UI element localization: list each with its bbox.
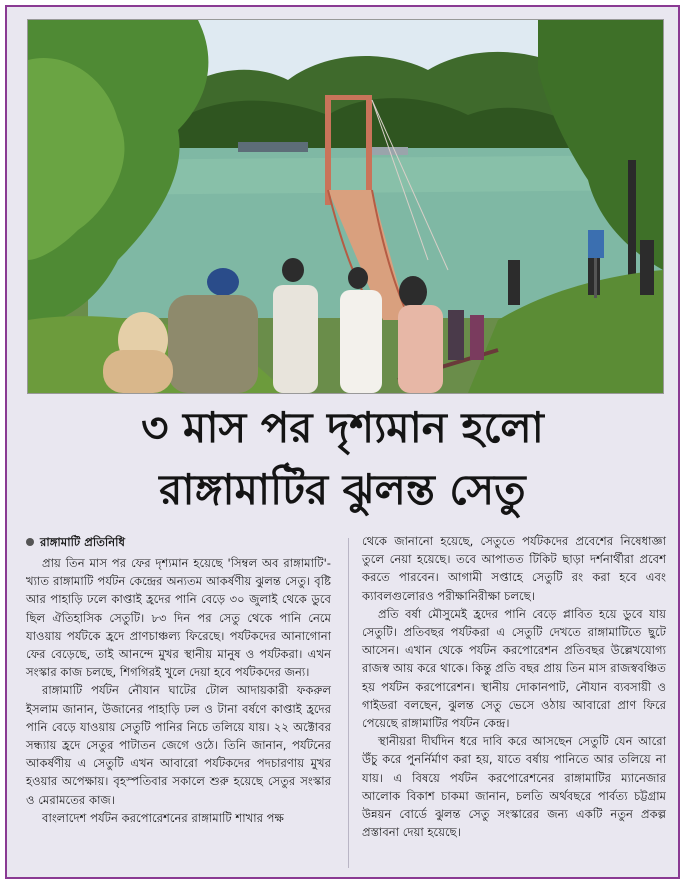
headline-line-2: রাঙ্গামাটির ঝুলন্ত সেতু — [159, 465, 526, 514]
article-column-left — [26, 532, 331, 827]
paragraph: প্রতি বর্ষা মৌসুমেই হ্রদের পানি বেড়ে প্লাবিত হয়ে ডুবে যায় সেতুটি। প্রতিবছর পর্যটকরা এ সেতুটি দেখতে রাঙ্গামাটিতে ছুটে আসেন। এখান থেকে পর্যটন করপোরেশন প্রতিবছর উল্লেখযোগ্য রাজস্ব আয় করে থাকে। কিন্তু প্রতি বছর প্রায় তিন মাস রাজস্ববঞ্চিত হয় পর্যটন করপোরেশন। স্থানীয় দোকানপাট, নৌযান ব্যবসায়ী ও গাইডরা বলছেন, ঝুলন্ত সেতু ভেসে ওঠায় আবারো প্রাণ ফিরে পেয়েছে রাঙ্গামাটির পর্যটন কেন্দ্র। — [362, 606, 666, 731]
paragraph: স্থানীয়রা দীর্ঘদিন ধরে দাবি করে আসছেন সেতুটি যেন আরো উঁচু করে পুনর্নির্মাণ করা হয়, যাতে বর্ষায় পানিতে আর তলিয়ে না যায়। এ বিষয়ে পর্যটন করপোরেশনের রাঙ্গামাটির ম্যানেজার আলোক বিকাশ চাকমা জানান, চলতি অর্থবছরে পার্বত্য চট্টগ্রাম উন্নয়ন বোর্ডে ঝুলন্ত সেতু সংস্কারের জন্য একটি নতুন প্রকল্প প্রস্তাবনা দেয়া হয়েছে। — [362, 734, 666, 840]
news-clipping — [5, 5, 680, 879]
headline-line-1: ৩ মাস পর দৃশ্যমান হলো — [141, 403, 544, 452]
article-body — [26, 532, 666, 877]
column-divider — [348, 538, 349, 868]
paragraph: বাংলাদেশ পর্যটন করপোরেশনের রাঙ্গামাটি শাখার পক্ষ — [42, 810, 284, 825]
news-photo-suspension-bridge — [27, 19, 664, 394]
paragraph: রাঙ্গামাটি পর্যটন নৌযান ঘাটের টোল আদায়কারী ফকরুল ইসলাম জানান, উজানের পাহাড়ি ঢল ও টানা বর্ষণে কাপ্তাই হ্রদের পানি বেড়ে যাওয়ায় সেতুটি পানির নিচে তলিয়ে যায়। ২২ অক্টোবর সন্ধ্যায় হ্রদে সেতুর পাটাতন জেগে ওঠে। তিনি জানান, পর্যটনের আকর্ষণীয় এ সেতুটি এখন আবারো পর্যটকদের পদচারণায় মুখর হওয়ার অপেক্ষায়। বৃহস্পতিবার সকালে শুরু হয়েছে সেতুর সংস্কার ও মেরামতের কাজ। — [26, 683, 331, 807]
bullet-icon — [26, 538, 34, 546]
paragraph: প্রায় তিন মাস পর ফের দৃশ্যমান হয়েছে 'সিম্বল অব রাঙ্গামাটি'-খ্যাত রাঙ্গামাটি পর্যটন কেন্দ্রের অন্যতম আকর্ষণীয় ঝুলন্ত সেতু। বৃষ্টি আর পাহাড়ি ঢলে কাপ্তাই হ্রদের পানি বেড়ে ৩০ জুলাই থেকে ডুবে ছিল ঐতিহাসিক সেতুটি। ৮৩ দিন পর সেতু থেকে পানি নেমে যাওয়ায় পর্যটকে হ্রদে প্রাণচাঞ্চল্য ফিরেছে। পর্যটকদের আনাগোনা ফের বেড়েছে, তাই আনন্দে মুখর স্থানীয় মানুষ ও পর্যটকরা। এখন সংস্কার কাজ চলছে, শিগগিরই খুলে দেয়া হবে পর্যটকদের জন্য। — [26, 556, 331, 680]
headline — [7, 397, 678, 521]
byline-text: রাঙ্গামাটি প্রতিনিধি — [40, 535, 125, 549]
paragraph: থেকে জানানো হয়েছে, সেতুতে পর্যটকদের প্রবেশের নিষেধাজ্ঞা তুলে নেয়া হয়েছে। তবে আপাতত টিকিট ছাড়া দর্শনার্থীরা প্রবেশ করতে পারবেন। আগামী সপ্তাহে সেতুটি রং করা হবে এবং ক্যাবলগুলোরও পরীক্ষানিরীক্ষা চলছে। — [362, 534, 666, 603]
article-column-right — [362, 532, 666, 841]
byline — [26, 532, 331, 552]
